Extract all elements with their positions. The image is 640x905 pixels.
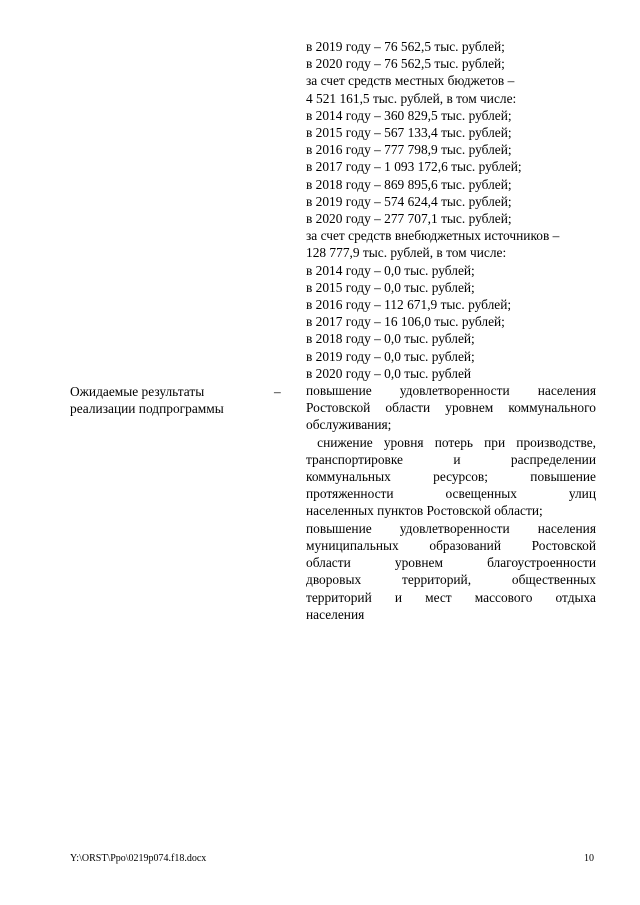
financing-line: в 2018 году – 869 895,6 тыс. рублей; [306, 176, 512, 192]
financing-line: за счет средств местных бюджетов – [306, 73, 515, 89]
results-line: Ростовской области уровнем коммунального [306, 400, 596, 416]
financing-line: в 2020 году – 277 707,1 тыс. рублей; [306, 211, 512, 227]
results-line: территорий и мест массового отдыха [306, 589, 596, 605]
financing-line: в 2020 году – 76 562,5 тыс. рублей; [306, 56, 505, 72]
financing-text-column [306, 38, 596, 623]
financing-line: в 2015 году – 567 133,4 тыс. рублей; [306, 125, 512, 141]
financing-line: в 2019 году – 574 624,4 тыс. рублей; [306, 193, 512, 209]
financing-line: в 2018 году – 0,0 тыс. рублей; [306, 331, 475, 347]
results-line: дворовых территорий, общественных [306, 572, 596, 588]
results-line: коммунальных ресурсов; повышение [306, 469, 596, 485]
financing-line: в 2014 году – 360 829,5 тыс. рублей; [306, 107, 512, 123]
results-label [70, 383, 280, 417]
footer-file-path: Y:\ORST\Ppo\0219p074.f18.docx [70, 853, 207, 864]
financing-line: 128 777,9 тыс. рублей, в том числе: [306, 245, 507, 261]
financing-line: в 2014 году – 0,0 тыс. рублей; [306, 262, 475, 278]
financing-line: за счет средств внебюджетных источников – [306, 228, 560, 244]
financing-line: в 2016 году – 112 671,9 тыс. рублей; [306, 297, 512, 313]
results-line: снижение уровня потерь при производстве, [306, 434, 596, 450]
financing-line: в 2017 году – 1 093 172,6 тыс. рублей; [306, 159, 522, 175]
financing-line: в 2016 году – 777 798,9 тыс. рублей; [306, 142, 512, 158]
results-line: обслуживания; [306, 417, 392, 433]
financing-line: в 2019 году – 0,0 тыс. рублей; [306, 348, 475, 364]
page-number: 10 [584, 853, 594, 864]
results-dash: – [274, 384, 281, 399]
results-line: населенных пунктов Ростовской области; [306, 503, 543, 519]
results-line: области уровнем благоустроенности [306, 555, 596, 571]
results-line: повышение удовлетворенности населения [306, 520, 596, 536]
results-label-line: реализации подпрограммы [70, 401, 224, 417]
financing-line: в 2019 году – 76 562,5 тыс. рублей; [306, 39, 505, 54]
results-line: населения [306, 606, 365, 622]
financing-line: в 2017 году – 16 106,0 тыс. рублей; [306, 314, 505, 330]
results-line: муниципальных образований Ростовской [306, 537, 596, 553]
financing-line: 4 521 161,5 тыс. рублей, в том числе: [306, 90, 517, 106]
financing-line: в 2015 году – 0,0 тыс. рублей; [306, 279, 475, 295]
results-line: повышение удовлетворенности населения [306, 383, 596, 399]
financing-line: в 2020 году – 0,0 тыс. рублей [306, 365, 472, 381]
results-label-line: Ожидаемые результаты [70, 384, 205, 399]
results-line: протяженности освещенных улиц [306, 486, 596, 502]
results-line: транспортировке и распределении [306, 451, 596, 467]
